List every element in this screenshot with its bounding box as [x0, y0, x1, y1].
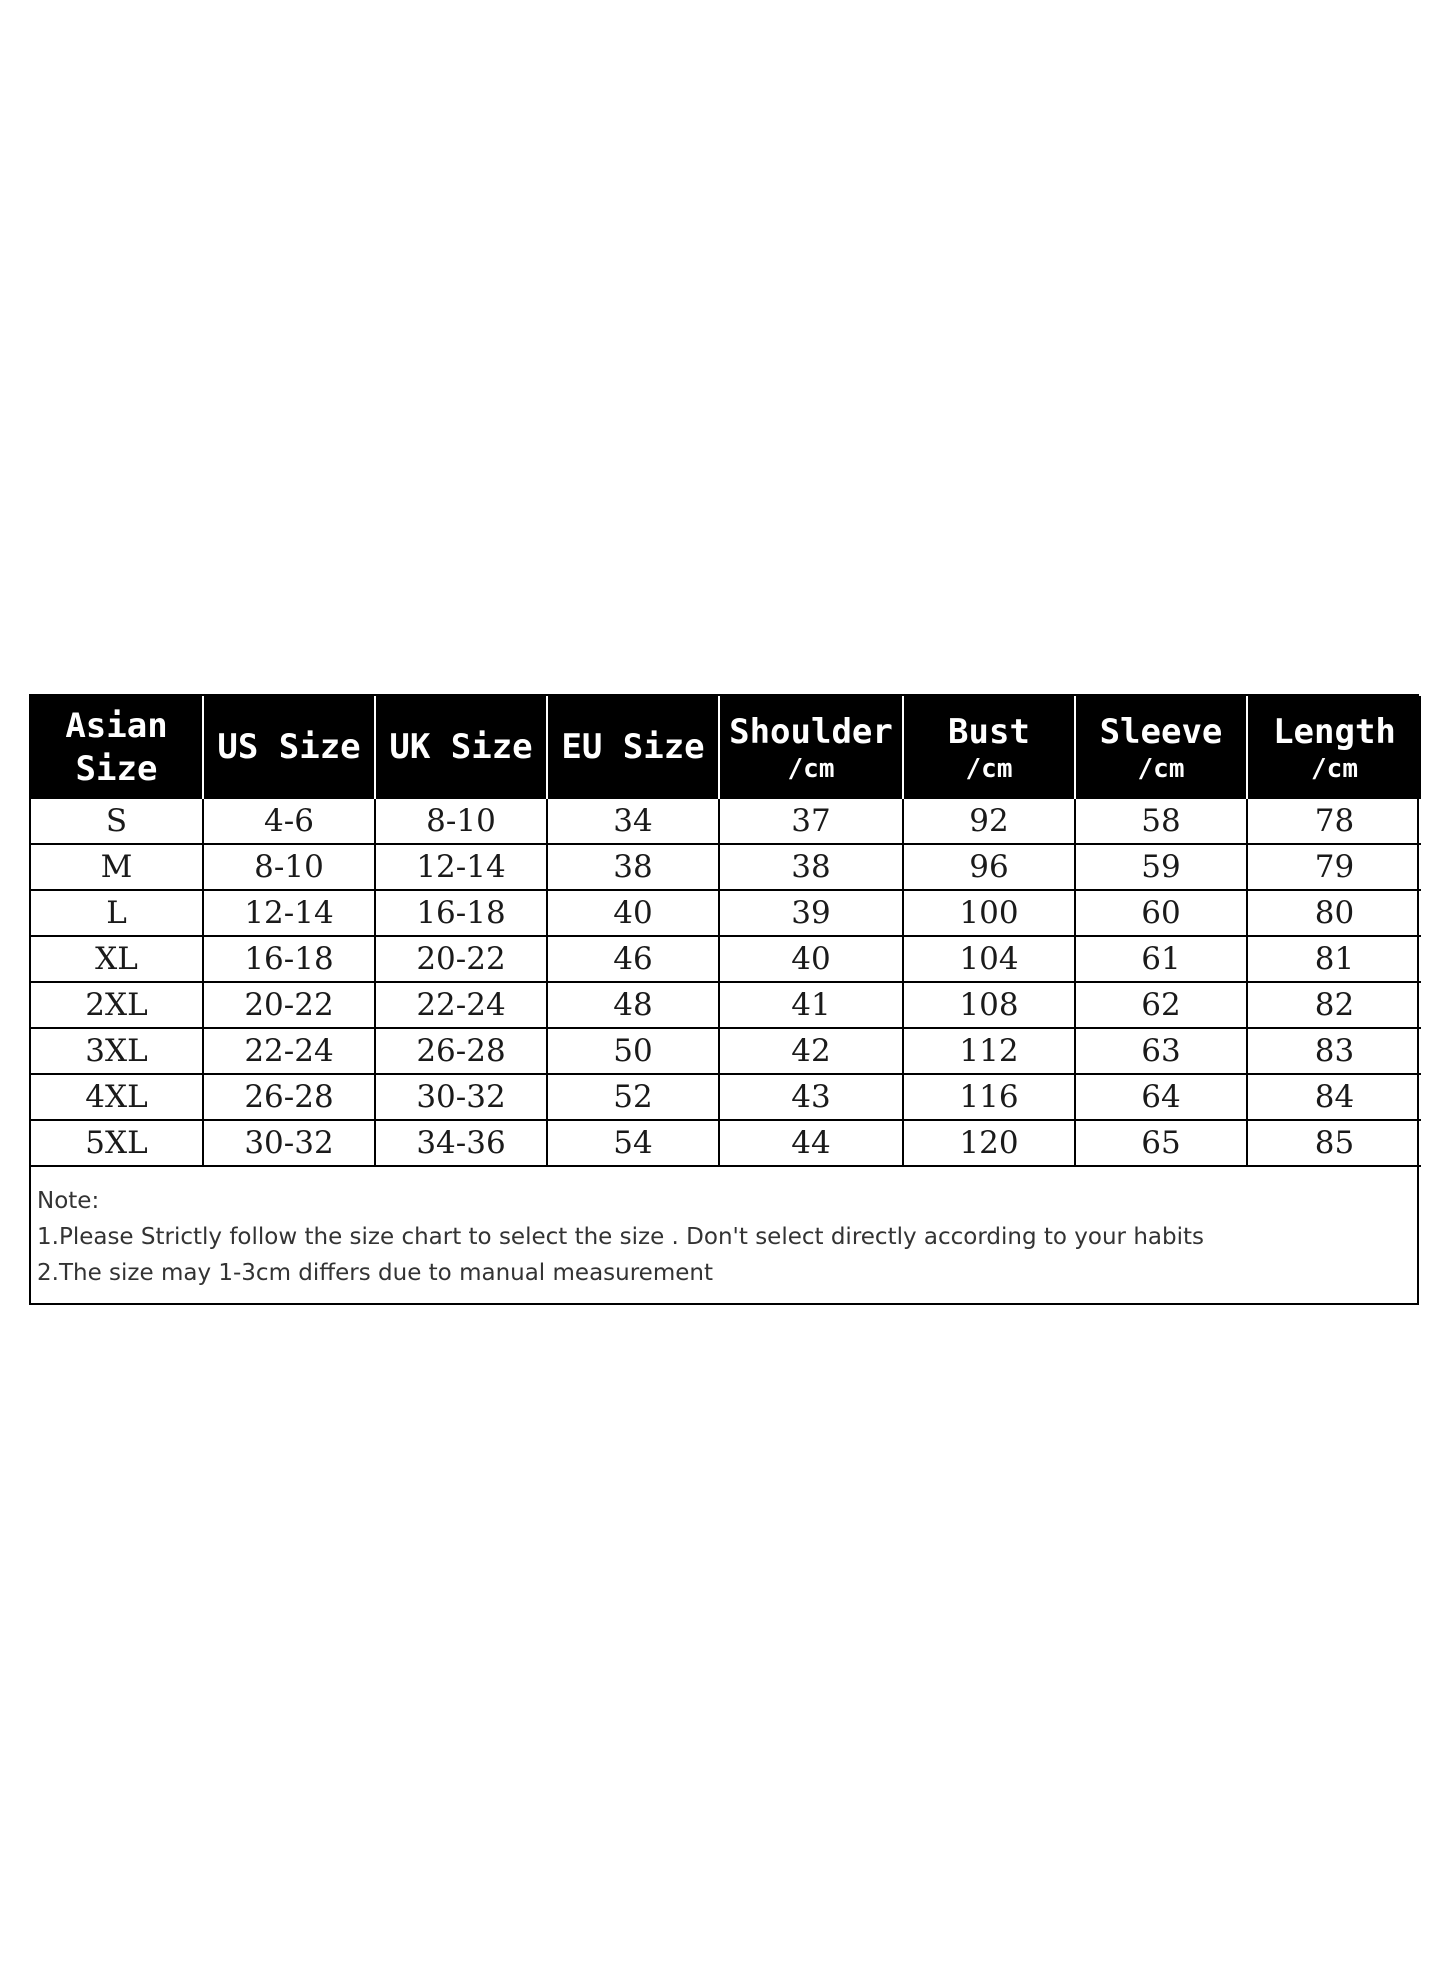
cell-uk-size: 8-10: [375, 799, 547, 844]
cell-bust: 112: [903, 1028, 1075, 1074]
table-row: [31, 799, 1421, 844]
cell-sleeve: 62: [1075, 982, 1247, 1028]
cell-uk-size: 34-36: [375, 1120, 547, 1166]
cell-shoulder: 38: [719, 844, 903, 890]
cell-length: 84: [1247, 1074, 1421, 1120]
cell-shoulder: 44: [719, 1120, 903, 1166]
cell-shoulder: 41: [719, 982, 903, 1028]
cell-bust: 108: [903, 982, 1075, 1028]
cell-us-size: 16-18: [203, 936, 375, 982]
cell-sleeve: 63: [1075, 1028, 1247, 1074]
header-sleeve: [1075, 696, 1247, 799]
cell-length: 82: [1247, 982, 1421, 1028]
size-chart: [29, 694, 1419, 1305]
cell-asian-size: L: [31, 890, 203, 936]
cell-us-size: 30-32: [203, 1120, 375, 1166]
cell-asian-size: 5XL: [31, 1120, 203, 1166]
cell-asian-size: M: [31, 844, 203, 890]
cell-us-size: 20-22: [203, 982, 375, 1028]
table-row: [31, 936, 1421, 982]
notes-title: Note:: [37, 1188, 100, 1214]
cell-length: 81: [1247, 936, 1421, 982]
cell-eu-size: 52: [547, 1074, 719, 1120]
header-label: Bust: [948, 712, 1030, 752]
note-line-1: 1.Please Strictly follow the size chart to select the size . Don't select directly according to your habits: [37, 1224, 1204, 1250]
header-length: [1247, 696, 1421, 799]
cell-sleeve: 60: [1075, 890, 1247, 936]
header-eu-size: [547, 696, 719, 799]
cell-uk-size: 16-18: [375, 890, 547, 936]
table-row: [31, 1028, 1421, 1074]
table-row: [31, 982, 1421, 1028]
table-row: [31, 890, 1421, 936]
cell-us-size: 22-24: [203, 1028, 375, 1074]
size-table: [31, 696, 1421, 1167]
cell-uk-size: 20-22: [375, 936, 547, 982]
header-bust: [903, 696, 1075, 799]
cell-eu-size: 54: [547, 1120, 719, 1166]
note-line-2: 2.The size may 1-3cm differs due to manual measurement: [37, 1260, 713, 1286]
cell-eu-size: 50: [547, 1028, 719, 1074]
cell-shoulder: 42: [719, 1028, 903, 1074]
header-shoulder: [719, 696, 903, 799]
cell-asian-size: XL: [31, 936, 203, 982]
cell-eu-size: 40: [547, 890, 719, 936]
cell-eu-size: 38: [547, 844, 719, 890]
cell-length: 79: [1247, 844, 1421, 890]
cell-length: 80: [1247, 890, 1421, 936]
header-asian-size: [31, 696, 203, 799]
header-unit: /cm: [1311, 754, 1358, 784]
cell-sleeve: 61: [1075, 936, 1247, 982]
cell-shoulder: 40: [719, 936, 903, 982]
header-label: Sleeve: [1099, 712, 1223, 752]
table-row: [31, 844, 1421, 890]
cell-bust: 116: [903, 1074, 1075, 1120]
cell-shoulder: 39: [719, 890, 903, 936]
cell-length: 78: [1247, 799, 1421, 844]
header-label: Size: [75, 748, 158, 789]
table-row: [31, 1120, 1421, 1166]
header-unit: /cm: [965, 754, 1013, 784]
notes-section: [31, 1167, 1417, 1303]
cell-bust: 120: [903, 1120, 1075, 1166]
header-label: UK Size: [389, 727, 533, 767]
cell-us-size: 8-10: [203, 844, 375, 890]
header-row: [31, 696, 1421, 799]
header-label: US Size: [217, 727, 361, 767]
cell-bust: 96: [903, 844, 1075, 890]
cell-asian-size: 4XL: [31, 1074, 203, 1120]
cell-bust: 92: [903, 799, 1075, 844]
cell-uk-size: 26-28: [375, 1028, 547, 1074]
cell-shoulder: 43: [719, 1074, 903, 1120]
cell-asian-size: 3XL: [31, 1028, 203, 1074]
header-unit: /cm: [1137, 754, 1185, 784]
cell-eu-size: 46: [547, 936, 719, 982]
cell-sleeve: 65: [1075, 1120, 1247, 1166]
cell-uk-size: 12-14: [375, 844, 547, 890]
cell-uk-size: 22-24: [375, 982, 547, 1028]
cell-asian-size: S: [31, 799, 203, 844]
header-us-size: [203, 696, 375, 799]
cell-length: 85: [1247, 1120, 1421, 1166]
cell-sleeve: 64: [1075, 1074, 1247, 1120]
cell-us-size: 4-6: [203, 799, 375, 844]
cell-us-size: 26-28: [203, 1074, 375, 1120]
cell-sleeve: 59: [1075, 844, 1247, 890]
cell-uk-size: 30-32: [375, 1074, 547, 1120]
cell-sleeve: 58: [1075, 799, 1247, 844]
cell-bust: 100: [903, 890, 1075, 936]
cell-asian-size: 2XL: [31, 982, 203, 1028]
cell-eu-size: 34: [547, 799, 719, 844]
header-label: EU Size: [561, 727, 705, 767]
header-label: Length: [1273, 712, 1396, 752]
header-label: Asian: [65, 705, 168, 746]
header-unit: /cm: [787, 754, 835, 784]
cell-shoulder: 37: [719, 799, 903, 844]
header-uk-size: [375, 696, 547, 799]
cell-bust: 104: [903, 936, 1075, 982]
table-row: [31, 1074, 1421, 1120]
cell-eu-size: 48: [547, 982, 719, 1028]
cell-us-size: 12-14: [203, 890, 375, 936]
header-label: Shoulder: [729, 712, 893, 752]
cell-length: 83: [1247, 1028, 1421, 1074]
